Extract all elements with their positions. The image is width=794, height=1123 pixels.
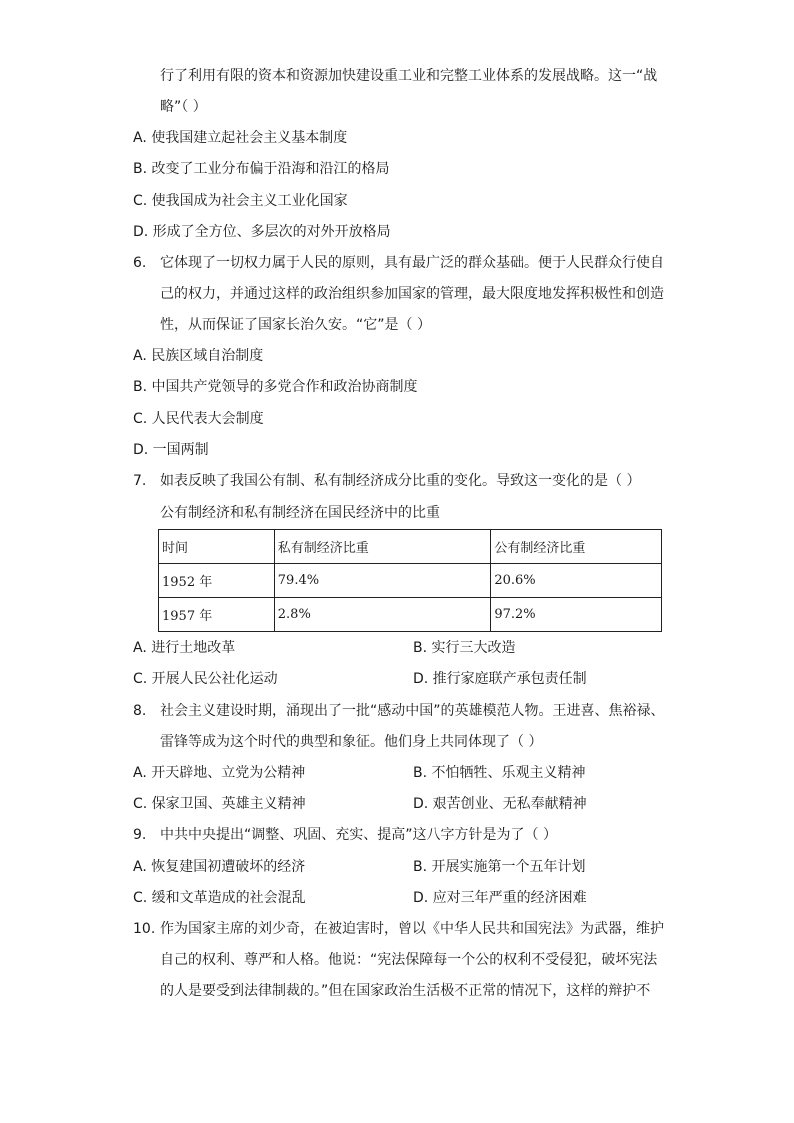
table-header-cell: 时间 [159,530,275,564]
q5-stem-line-1: 行了利用有限的资本和资源加快建设重工业和完整工业体系的发展战略。这一“战 [160,68,658,84]
q8-option-d: D. 艰苦创业、无私奉献精神 [413,796,587,812]
q6-option-b: B. 中国共产党领导的多党合作和政治协商制度 [133,379,418,395]
q5-option-a: A. 使我国建立起社会主义基本制度 [133,130,348,146]
q10-number: 10. [133,921,156,937]
q7-number: 7. [133,473,147,489]
q5-stem-line-2: 略”（ ） [160,99,207,115]
q6-stem-line-1: 它体现了一切权力属于人民的原则，具有最广泛的群众基础。便于人民群众行使自 [160,255,664,271]
table-cell: 1952 年 [159,564,275,598]
q8-number: 8. [133,703,147,719]
table-cell: 79.4% [274,564,491,598]
q7-table-title: 公有制经济和私有制经济在国民经济中的比重 [160,505,440,521]
q6-stem-line-2: 己的权力，并通过这样的政治组织参加国家的管理，最大限度地发挥积极性和创造 [160,286,664,302]
q8-option-a: A. 开天辟地、立党为公精神 [133,765,306,781]
q7-data-table [158,529,662,632]
table-cell: 2.8% [274,598,491,632]
q9-stem-line-1: 中共中央提出“调整、巩固、充实、提高”这八字方针是为了（ ） [160,827,557,843]
q9-number: 9. [133,827,147,843]
q10-stem-line-3: 的人是要受到法律制裁的。”但在国家政治生活极不正常的情况下，这样的辩护不 [160,983,651,999]
q10-stem-line-1: 作为国家主席的刘少奇，在被迫害时，曾以《中华人民共和国宪法》为武器，维护 [160,921,664,937]
q5-option-b: B. 改变了工业分布偏于沿海和沿江的格局 [133,161,390,177]
table-header-cell: 公有制经济比重 [491,530,662,564]
q7-stem-line-1: 如表反映了我国公有制、私有制经济成分比重的变化。导致这一变化的是（ ） [160,473,641,489]
q7-option-b: B. 实行三大改造 [413,640,516,656]
q8-option-c: C. 保家卫国、英雄主义精神 [133,796,306,812]
q10-stem-line-2: 自己的权利、尊严和人格。他说：“宪法保障每一个公的权利不受侵犯，破坏宪法 [160,952,658,968]
q7-option-d: D. 推行家庭联产承包责任制 [413,671,587,687]
table-cell: 20.6% [491,564,662,598]
q6-number: 6. [133,255,147,271]
table-cell: 97.2% [491,598,662,632]
q7-option-a: A. 进行土地改革 [133,640,236,656]
q9-option-b: B. 开展实施第一个五年计划 [413,859,586,875]
table-header-row [159,530,662,564]
q8-stem-line-2: 雷锋等成为这个时代的典型和象征。他们身上共同体现了（ ） [160,734,543,750]
q9-option-a: A. 恢复建国初遭破坏的经济 [133,859,306,875]
table-header-cell: 私有制经济比重 [274,530,491,564]
q9-option-d: D. 应对三年严重的经济困难 [413,890,587,906]
table-row [159,564,662,598]
table-row [159,598,662,632]
q6-stem-line-3: 性，从而保证了国家长治久安。“它”是（ ） [160,317,431,333]
q9-option-c: C. 缓和文革造成的社会混乱 [133,890,306,906]
q6-option-d: D. 一国两制 [133,442,209,458]
q6-option-a: A. 民族区域自治制度 [133,348,264,364]
q5-option-c: C. 使我国成为社会主义工业化国家 [133,193,348,209]
table-cell: 1957 年 [159,598,275,632]
q8-option-b: B. 不怕牺牲、乐观主义精神 [413,765,586,781]
q7-option-c: C. 开展人民公社化运动 [133,671,278,687]
q8-stem-line-1: 社会主义建设时期，涌现出了一批“感动中国”的英雄模范人物。王进喜、焦裕禄、 [160,703,665,719]
q5-option-d: D. 形成了全方位、多层次的对外开放格局 [133,224,391,240]
q6-option-c: C. 人民代表大会制度 [133,411,264,427]
